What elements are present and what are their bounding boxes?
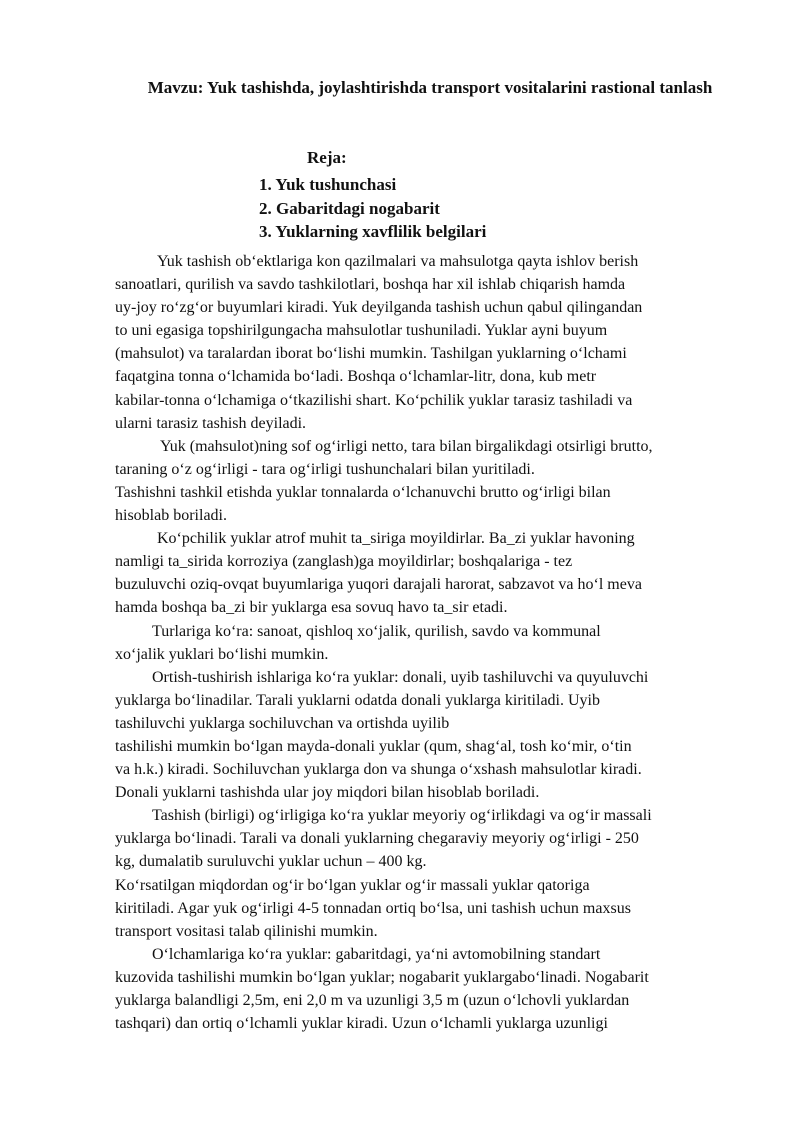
text-line: O‘lchamlariga ko‘ra yuklar: gabaritdagi, ya‘ni avtomobilning standart <box>152 945 601 963</box>
text-line: ularni tarasiz tashish deyiladi. <box>115 414 307 432</box>
plan-heading: Reja: <box>307 148 347 167</box>
text-line: to uni egasiga topshirilgungacha mahsulotlar tushuniladi. Yuklar ayni buyum <box>115 322 608 340</box>
plan-item: 3. Yuklarning xavflilik belgilari <box>259 222 487 241</box>
text-line: transport vositasi talab qilinishi mumkin. <box>115 922 378 940</box>
text-line: kuzovida tashilishi mumkin bo‘lgan yuklar; nogabarit yuklargabo‘linadi. Nogabarit <box>115 968 649 986</box>
text-line: tashiluvchi yuklarga sochiluvchan va ortishda uyilib <box>115 714 450 732</box>
text-line: Tashish (birligi) og‘irligiga ko‘ra yuklar meyoriy og‘irlikdagi va og‘ir massali <box>152 807 652 825</box>
text-line: tashilishi mumkin bo‘lgan mayda-donali yuklar (qum, shag‘al, tosh ko‘mir, o‘tin <box>115 737 632 755</box>
text-line: uy-joy ro‘zg‘or buyumlari kiradi. Yuk deyilganda tashish uchun qabul qilingandan <box>115 299 643 317</box>
text-line: (mahsulot) va taralardan iborat bo‘lishi mumkin. Tashilgan yuklarning o‘lchami <box>115 345 627 363</box>
text-line: Turlariga ko‘ra: sanoat, qishloq xo‘jalik, qurilish, savdo va kommunal <box>152 622 601 640</box>
text-line: Yuk (mahsulot)ning sof og‘irligi netto, tara bilan birgalikdagi otsirligi brutto, <box>160 437 653 455</box>
body-text <box>115 250 755 1035</box>
text-line: namligi ta_sirida korroziya (zanglash)ga moyildirlar; boshqalariga - tez <box>115 553 573 571</box>
text-line: Ko‘rsatilgan miqdordan og‘ir bo‘lgan yuklar og‘ir massali yuklar qatoriga <box>115 876 590 894</box>
text-line: kiritiladi. Agar yuk og‘irligi 4-5 tonnadan ortiq bo‘lsa, uni tashish uchun maxsus <box>115 899 631 917</box>
text-line: Yuk tashish ob‘ektlariga kon qazilmalari va mahsulotga qayta ishlov berish <box>157 253 639 270</box>
text-line: hamda boshqa ba_zi bir yuklarga esa sovuq havo ta_sir etadi. <box>115 599 508 617</box>
plan-item: 2. Gabaritdagi nogabarit <box>259 198 440 218</box>
text-line: yuklarga balandligi 2,5m, eni 2,0 m va uzunligi 3,5 m (uzun o‘lchovli yuklardan <box>115 992 630 1009</box>
text-line: tashqari) dan ortiq o‘lchamli yuklar kiradi. Uzun o‘lchamli yuklarga uzunligi <box>115 1015 608 1033</box>
text-line: sanoatlari, qurilish va savdo tashkilotlari, boshqa har xil ishlab chiqarish hamda <box>115 276 626 294</box>
text-line: Ortish-tushirish ishlariga ko‘ra yuklar: donali, uyib tashiluvchi va quyuluvchi <box>152 668 649 686</box>
text-line: hisoblab boriladi. <box>115 507 227 525</box>
text-line: va h.k.) kiradi. Sochiluvchan yuklarga don va shunga o‘xshash mahsulotlar kiradi. <box>115 761 642 779</box>
text-line: kg, dumalatib suruluvchi yuklar uchun – 400 kg. <box>115 853 427 871</box>
text-line: taraning o‘z og‘irligi - tara og‘irligi tushunchalari bilan yuritiladi. <box>115 460 535 478</box>
text-line: faqatgina tonna o‘lchamida bo‘ladi. Boshqa o‘lchamlar-litr, dona, kub metr <box>115 368 597 386</box>
text-line: xo‘jalik yuklari bo‘lishi mumkin. <box>115 645 329 663</box>
text-line: Tashishni tashkil etishda yuklar tonnalarda o‘lchanuvchi brutto og‘irligi bilan <box>115 483 611 501</box>
text-line: buzuluvchi oziq-ovqat buyumlariga yuqori darajali harorat, sabzavot va ho‘l meva <box>115 576 642 594</box>
text-line: Donali yuklarni tashishda ular joy miqdori bilan hisoblab boriladi. <box>115 784 540 802</box>
page-title: Mavzu: Yuk tashishda, joylashtirishda transport vositalarini rastional tanlash <box>147 78 713 97</box>
text-line: Ko‘pchilik yuklar atrof muhit ta_siriga moyildirlar. Ba_zi yuklar havoning <box>157 530 635 548</box>
plan-list <box>259 173 486 244</box>
text-line: yuklarga bo‘linadilar. Tarali yuklarni odatda donali yuklarga kiritiladi. Uyib <box>115 691 600 709</box>
plan-item: 1. Yuk tushunchasi <box>259 175 397 194</box>
text-line: kabilar-tonna o‘lchamiga o‘tkazilishi shart. Ko‘pchilik yuklar tarasiz tashiladi va <box>115 391 633 409</box>
text-line: yuklarga bo‘linadi. Tarali va donali yuklarning chegaraviy meyoriy og‘irligi - 250 <box>115 830 639 848</box>
